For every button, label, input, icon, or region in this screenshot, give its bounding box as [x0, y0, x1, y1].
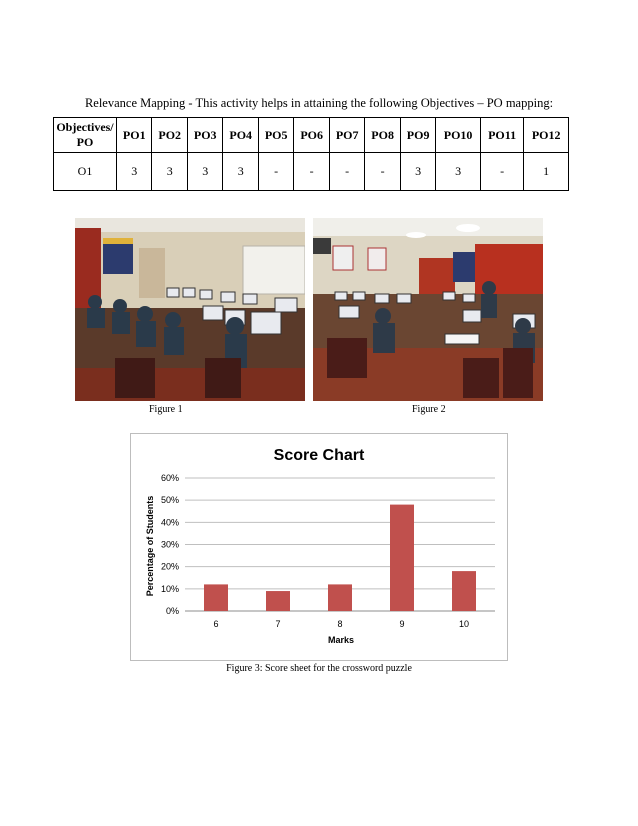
- bar-10: [452, 571, 476, 611]
- table-header-po5: PO5: [258, 118, 293, 153]
- table-header-po9: PO9: [400, 118, 435, 153]
- chart-title: Score Chart: [273, 447, 365, 464]
- chart-x-ticks: [213, 619, 469, 629]
- figure3-caption: Figure 3: Score sheet for the crossword puzzle: [226, 663, 412, 674]
- table-header-po4: PO4: [223, 118, 258, 153]
- x-tick-label: 7: [275, 619, 281, 629]
- table-cell: 3: [400, 153, 435, 191]
- y-tick-label: 50%: [160, 495, 179, 506]
- table-header-po10: PO10: [436, 118, 480, 153]
- y-tick-label: 30%: [160, 539, 179, 550]
- table-header-po12: PO12: [524, 118, 569, 153]
- header-objectives-line1: Objectives/: [56, 120, 114, 134]
- chart-bars: [204, 505, 476, 611]
- row-label: O1: [54, 153, 117, 191]
- table-header-po3: PO3: [187, 118, 222, 153]
- bar-8: [328, 584, 352, 611]
- y-tick-label: 0%: [165, 606, 179, 616]
- bar-9: [390, 505, 414, 611]
- table-row: [54, 153, 569, 191]
- header-objectives-line2: PO: [76, 135, 94, 149]
- y-tick-label: 60%: [160, 473, 179, 483]
- table-header-po6: PO6: [294, 118, 329, 153]
- table-cell: -: [480, 153, 524, 191]
- table-header-po2: PO2: [152, 118, 187, 153]
- intro-text: Relevance Mapping - This activity helps in attaining the following Objectives – PO mapping:: [84, 96, 554, 110]
- bar-7: [266, 591, 290, 611]
- table-cell: 3: [117, 153, 152, 191]
- table-cell: 1: [524, 153, 569, 191]
- y-tick-label: 40%: [160, 517, 179, 528]
- table-header-row: [54, 118, 569, 153]
- table-header-po8: PO8: [365, 118, 400, 153]
- score-chart-svg: [131, 434, 507, 660]
- table-cell: -: [365, 153, 400, 191]
- figure1-photo: [75, 218, 305, 401]
- objectives-po-mapping-table: [53, 117, 569, 191]
- table-header-po7: PO7: [329, 118, 364, 153]
- x-tick-label: 8: [337, 619, 343, 629]
- chart-y-ticks: [161, 473, 179, 616]
- x-tick-label: 6: [213, 619, 219, 629]
- table-header-po11: PO11: [480, 118, 524, 153]
- table-cell: 3: [436, 153, 480, 191]
- table-cell: 3: [223, 153, 258, 191]
- table-cell: 3: [187, 153, 222, 191]
- x-axis-label: Marks: [327, 635, 355, 645]
- y-axis-label: Percentage of Students: [145, 495, 155, 597]
- bar-6: [204, 584, 228, 611]
- table-cell: -: [294, 153, 329, 191]
- y-tick-label: 10%: [160, 583, 179, 594]
- table-header-po1: PO1: [117, 118, 152, 153]
- score-chart: [130, 433, 508, 661]
- table-header-objectives: [54, 118, 117, 153]
- figure2-photo: [313, 218, 543, 401]
- figure1-caption: Figure 1: [149, 404, 183, 415]
- table-cell: -: [329, 153, 364, 191]
- x-tick-label: 10: [458, 619, 470, 629]
- x-tick-label: 9: [399, 619, 405, 629]
- y-tick-label: 20%: [160, 561, 179, 572]
- table-cell: -: [258, 153, 293, 191]
- table-cell: 3: [152, 153, 187, 191]
- figure2-caption: Figure 2: [412, 404, 446, 415]
